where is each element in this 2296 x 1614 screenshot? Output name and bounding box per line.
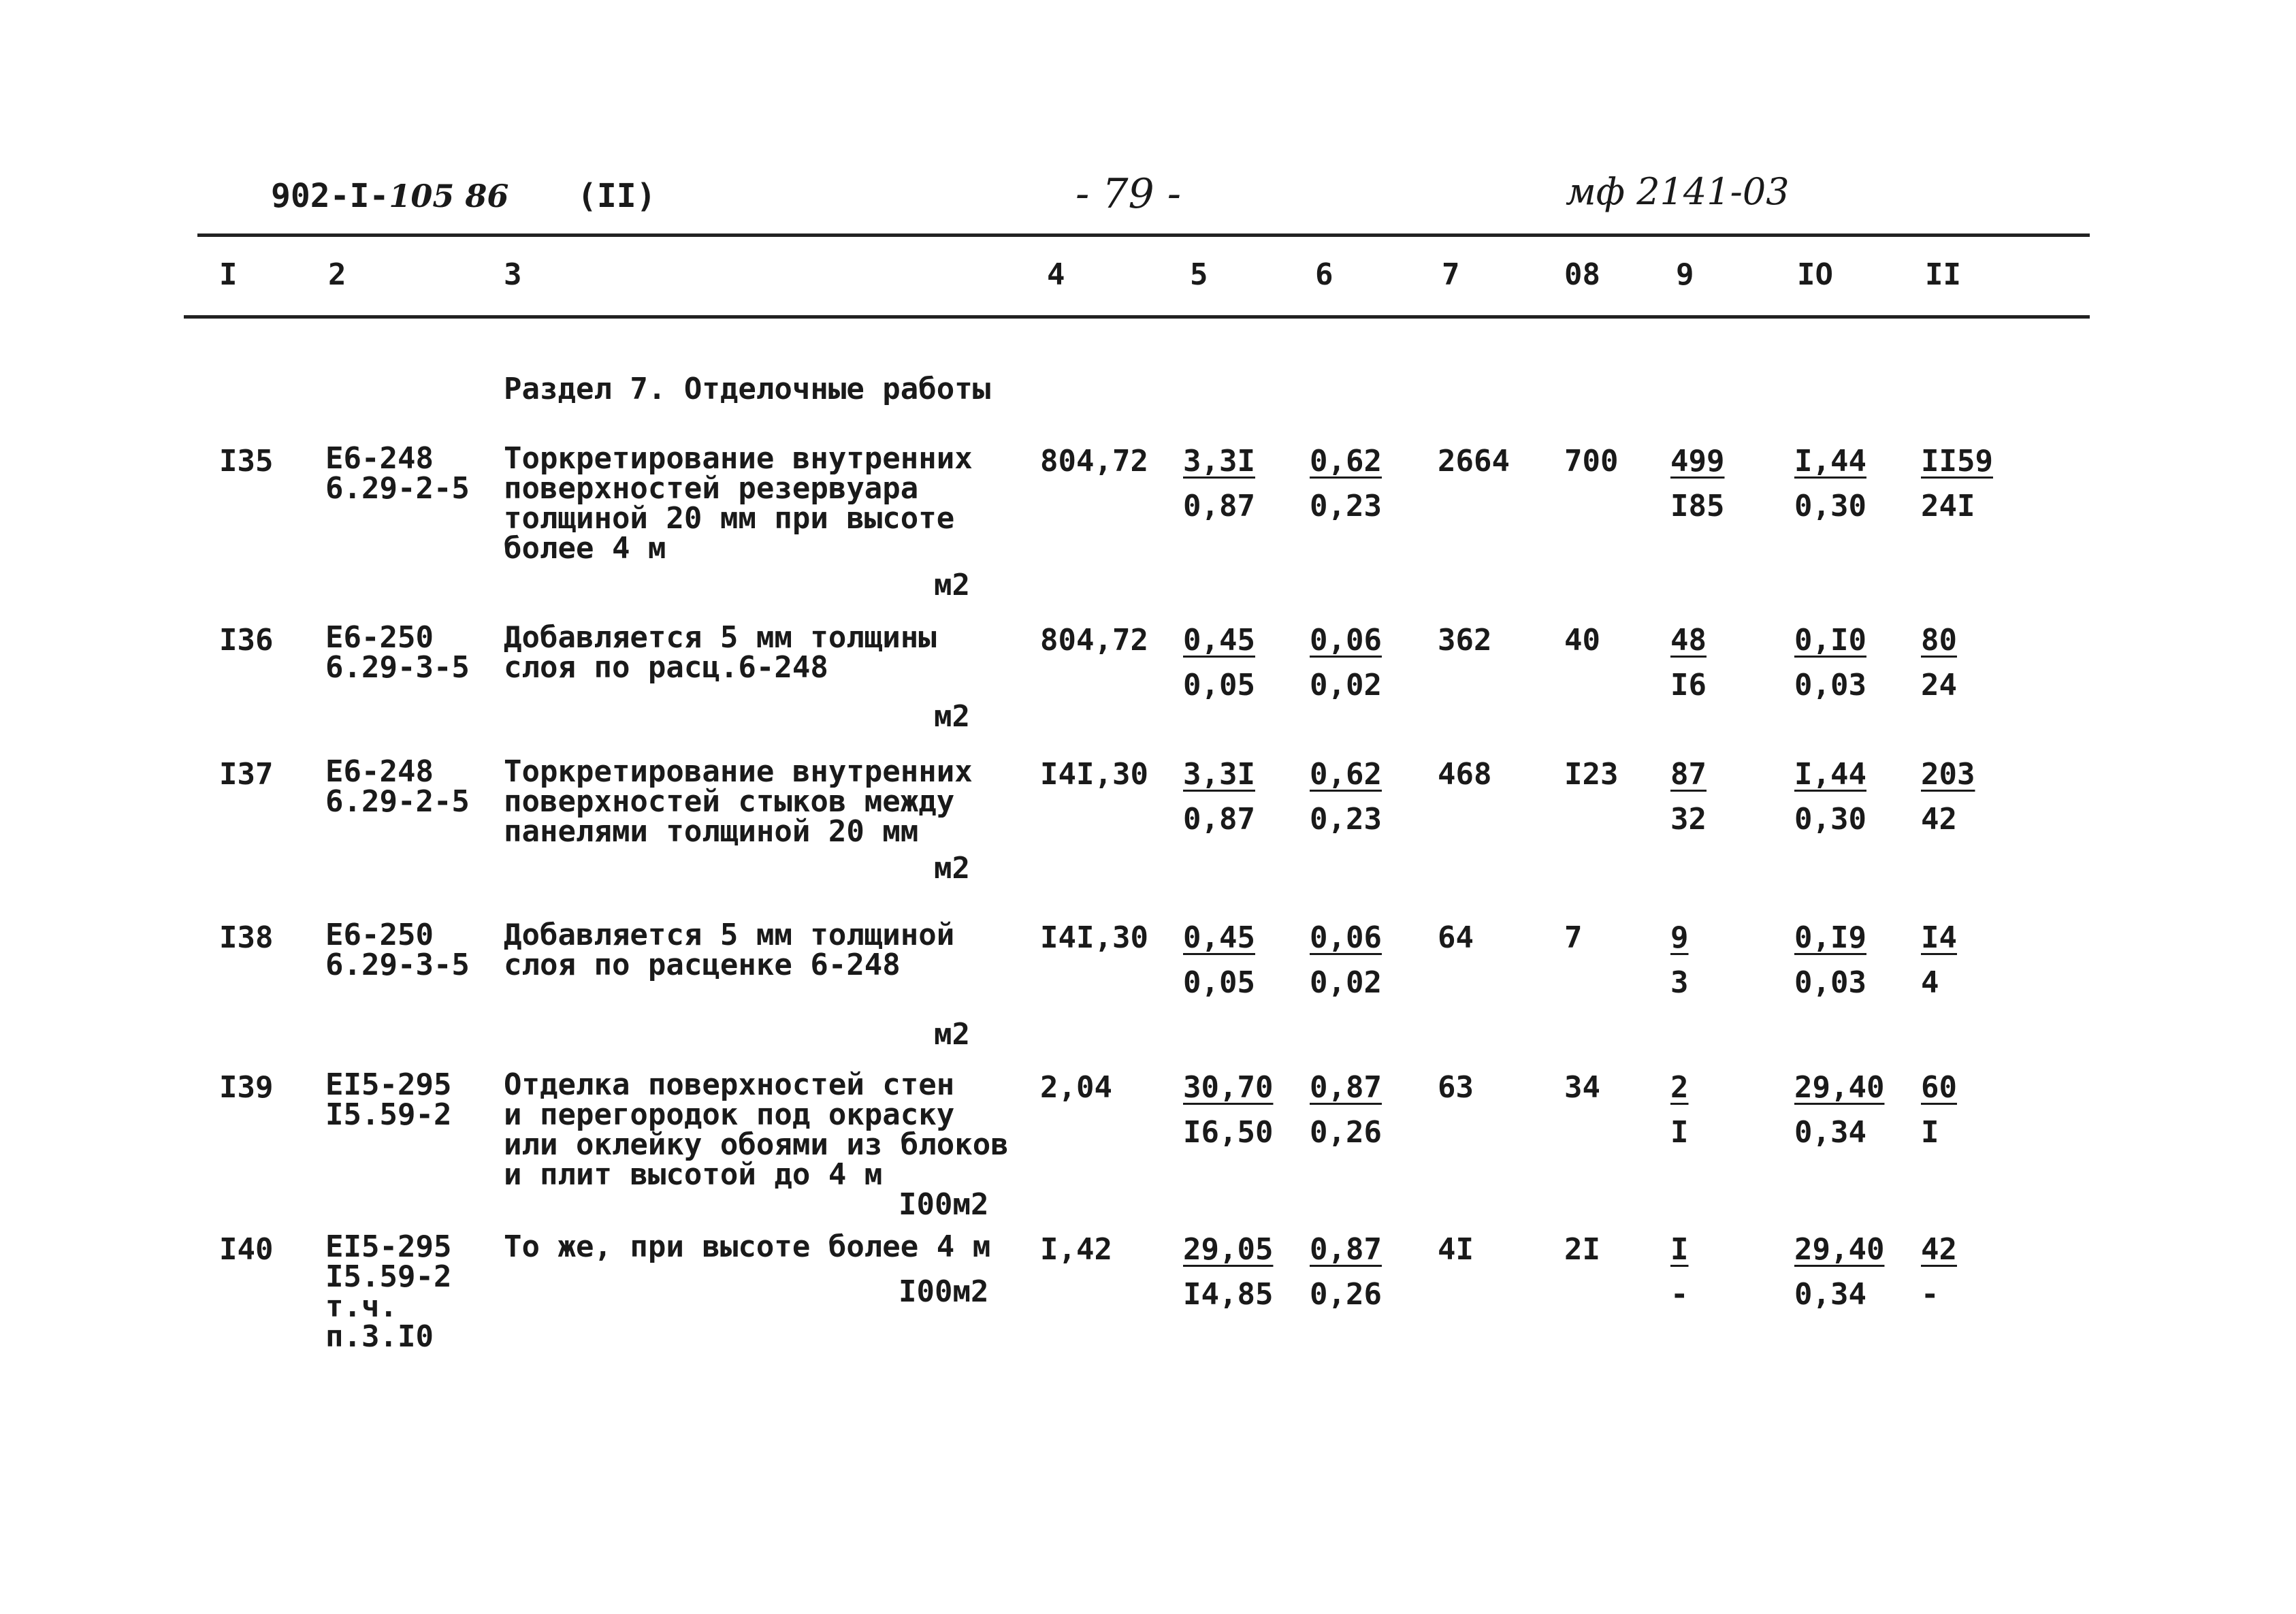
row-description [504, 920, 954, 980]
row-col6-bottom: 0,23 [1310, 802, 1382, 837]
row-code [325, 754, 470, 819]
row-col7: 64 [1438, 920, 1474, 955]
row-unit: I00м2 [899, 1187, 989, 1222]
row-col9-top: 2 [1670, 1070, 1689, 1105]
page-number: - 79 - [1076, 170, 1182, 218]
row-code-line: Е6-250 [325, 918, 434, 952]
row-unit: м2 [934, 568, 970, 602]
row-col5-top: 30,70 [1183, 1070, 1274, 1105]
col-header-8: 08 [1564, 257, 1600, 292]
row-col5-top: 0,45 [1183, 920, 1255, 955]
row-code-line: ЕI5-295 [325, 1229, 452, 1264]
row-description [504, 1229, 991, 1264]
row-col6-bottom: 0,26 [1310, 1115, 1382, 1150]
col-header-5: 5 [1190, 257, 1208, 292]
row-col5-top: 3,3I [1183, 444, 1255, 479]
row-number: I38 [219, 920, 274, 955]
row-col5-top: 3,3I [1183, 757, 1255, 792]
row-code-line: п.3.I0 [325, 1319, 434, 1354]
row-col9-bottom: I6 [1670, 668, 1707, 703]
row-col9-top: 48 [1670, 623, 1707, 658]
row-description-line: и перегородок под окраску [504, 1097, 955, 1132]
col-header-3: 3 [504, 257, 522, 292]
col-header-2: 2 [328, 257, 346, 292]
row-col7: 468 [1438, 757, 1492, 792]
row-code-line: 6.29-2-5 [325, 471, 470, 506]
doc-code [271, 177, 508, 215]
row-col5-bottom: I6,50 [1183, 1115, 1274, 1150]
row-code-line: 6.29-3-5 [325, 948, 470, 982]
row-description-line: Отделка поверхностей стен [504, 1067, 955, 1102]
row-col5-top: 29,05 [1183, 1232, 1274, 1267]
col-header-10: IO [1797, 257, 1833, 292]
row-col6-bottom: 0,02 [1310, 668, 1382, 703]
row-col10-bottom: 0,03 [1794, 668, 1866, 703]
row-number: I40 [219, 1232, 274, 1267]
row-col10-bottom: 0,03 [1794, 965, 1866, 1000]
row-quantity: I,42 [1040, 1232, 1112, 1267]
row-code [325, 920, 470, 980]
row-col11-top: I4 [1921, 920, 1957, 955]
row-description-line: поверхностей резервуара [504, 471, 919, 506]
header-bottom-rule [184, 315, 2090, 319]
row-col5-bottom: 0,87 [1183, 802, 1255, 837]
col-header-7: 7 [1442, 257, 1460, 292]
row-col9-bottom: - [1670, 1277, 1689, 1312]
row-description [504, 754, 973, 849]
row-col10-bottom: 0,30 [1794, 489, 1866, 523]
row-col9-top: 499 [1670, 444, 1725, 479]
row-quantity: 804,72 [1040, 444, 1148, 479]
row-col9-top: 9 [1670, 920, 1689, 955]
mf-code: мф 2141-03 [1566, 170, 1790, 213]
col-header-6: 6 [1315, 257, 1333, 292]
row-col9-bottom: 3 [1670, 965, 1689, 1000]
row-col6-top: 0,62 [1310, 757, 1382, 792]
row-col11-top: 60 [1921, 1070, 1957, 1105]
row-description [504, 441, 973, 566]
row-code-line: ЕI5-295 [325, 1067, 452, 1102]
row-quantity: I4I,30 [1040, 920, 1148, 955]
row-description-line: Торкретирование внутренних [504, 754, 973, 789]
row-description-line: Добавляется 5 мм толщиной [504, 918, 955, 952]
row-code-line: Е6-250 [325, 620, 434, 655]
row-col10-top: I,44 [1794, 444, 1866, 479]
row-description-line: или оклейку обоями из блоков [504, 1127, 1009, 1162]
row-code [325, 620, 470, 685]
row-col5-bottom: 0,05 [1183, 668, 1255, 703]
row-col5-bottom: 0,05 [1183, 965, 1255, 1000]
row-unit: м2 [934, 851, 970, 886]
row-code [325, 1067, 452, 1132]
row-col6-bottom: 0,02 [1310, 965, 1382, 1000]
row-description-line: слоя по расценке 6-248 [504, 948, 901, 982]
row-col7: 362 [1438, 623, 1492, 658]
row-col11-top: 80 [1921, 623, 1957, 658]
col-header-1: I [219, 257, 238, 292]
row-col8: 7 [1564, 920, 1583, 955]
row-description-line: Торкретирование внутренних [504, 441, 973, 476]
row-description-line: поверхностей стыков между [504, 784, 955, 819]
row-col9-bottom: I85 [1670, 489, 1725, 523]
row-col6-top: 0,87 [1310, 1070, 1382, 1105]
row-quantity: 2,04 [1040, 1070, 1112, 1105]
row-code-line: I5.59-2 [325, 1097, 452, 1132]
row-col6-bottom: 0,26 [1310, 1277, 1382, 1312]
row-unit: I00м2 [899, 1274, 989, 1309]
row-number: I39 [219, 1070, 274, 1105]
row-col7: 4I [1438, 1232, 1474, 1267]
doc-code-handwritten: 105 86 [389, 178, 509, 214]
row-description [504, 1067, 1009, 1192]
row-description-line: слоя по расц.6-248 [504, 650, 828, 685]
row-col10-bottom: 0,30 [1794, 802, 1866, 837]
row-description-line: более 4 м [504, 531, 666, 566]
row-description-line: и плит высотой до 4 м [504, 1157, 883, 1192]
row-code [325, 441, 470, 506]
row-quantity: I4I,30 [1040, 757, 1148, 792]
row-col11-top: 42 [1921, 1232, 1957, 1267]
row-col9-bottom: 32 [1670, 802, 1707, 837]
row-unit: м2 [934, 1017, 970, 1052]
row-col11-bottom: 24 [1921, 668, 1957, 703]
col-header-4: 4 [1047, 257, 1065, 292]
row-col11-top: II59 [1921, 444, 1993, 479]
row-description [504, 620, 937, 685]
row-number: I37 [219, 757, 274, 792]
row-description-line: То же, при высоте более 4 м [504, 1229, 991, 1264]
row-col6-top: 0,62 [1310, 444, 1382, 479]
row-col11-top: 203 [1921, 757, 1975, 792]
row-code-line: 6.29-3-5 [325, 650, 470, 685]
row-col11-bottom: 4 [1921, 965, 1939, 1000]
row-col6-top: 0,06 [1310, 623, 1382, 658]
row-description-line: Добавляется 5 мм толщины [504, 620, 937, 655]
row-col7: 2664 [1438, 444, 1510, 479]
row-col9-top: I [1670, 1232, 1689, 1267]
row-col9-bottom: I [1670, 1115, 1689, 1150]
row-col10-top: 29,40 [1794, 1232, 1885, 1267]
row-col6-top: 0,06 [1310, 920, 1382, 955]
row-col5-bottom: I4,85 [1183, 1277, 1274, 1312]
row-col9-top: 87 [1670, 757, 1707, 792]
row-col8: 2I [1564, 1232, 1600, 1267]
row-col5-top: 0,45 [1183, 623, 1255, 658]
row-quantity: 804,72 [1040, 623, 1148, 658]
row-description-line: панелями толщиной 20 мм [504, 814, 919, 849]
row-col10-bottom: 0,34 [1794, 1115, 1866, 1150]
row-number: I36 [219, 623, 274, 658]
row-col10-top: 29,40 [1794, 1070, 1885, 1105]
row-col10-top: I,44 [1794, 757, 1866, 792]
section-title: Раздел 7. Отделочные работы [504, 372, 991, 406]
header-top-rule [197, 233, 2090, 237]
row-col11-bottom: I [1921, 1115, 1939, 1150]
doc-part: (II) [577, 177, 656, 215]
row-col11-bottom: 24I [1921, 489, 1975, 523]
row-code-line: т.ч. [325, 1289, 398, 1324]
row-number: I35 [219, 444, 274, 479]
row-unit: м2 [934, 699, 970, 734]
row-col8: 40 [1564, 623, 1600, 658]
row-code-line: I5.59-2 [325, 1259, 452, 1294]
row-col6-bottom: 0,23 [1310, 489, 1382, 523]
row-code-line: Е6-248 [325, 754, 434, 789]
row-col8: I23 [1564, 757, 1619, 792]
doc-code-printed: 902-I- [271, 177, 389, 215]
col-header-9: 9 [1676, 257, 1694, 292]
row-col11-bottom: - [1921, 1277, 1939, 1312]
row-col10-top: 0,I0 [1794, 623, 1866, 658]
row-code-line: 6.29-2-5 [325, 784, 470, 819]
row-description-line: толщиной 20 мм при высоте [504, 501, 955, 536]
row-col5-bottom: 0,87 [1183, 489, 1255, 523]
row-col8: 34 [1564, 1070, 1600, 1105]
row-col8: 700 [1564, 444, 1619, 479]
row-col10-bottom: 0,34 [1794, 1277, 1866, 1312]
row-col6-top: 0,87 [1310, 1232, 1382, 1267]
row-col11-bottom: 42 [1921, 802, 1957, 837]
row-col10-top: 0,I9 [1794, 920, 1866, 955]
col-header-11: II [1925, 257, 1961, 292]
row-code [325, 1229, 452, 1354]
row-col7: 63 [1438, 1070, 1474, 1105]
row-code-line: Е6-248 [325, 441, 434, 476]
